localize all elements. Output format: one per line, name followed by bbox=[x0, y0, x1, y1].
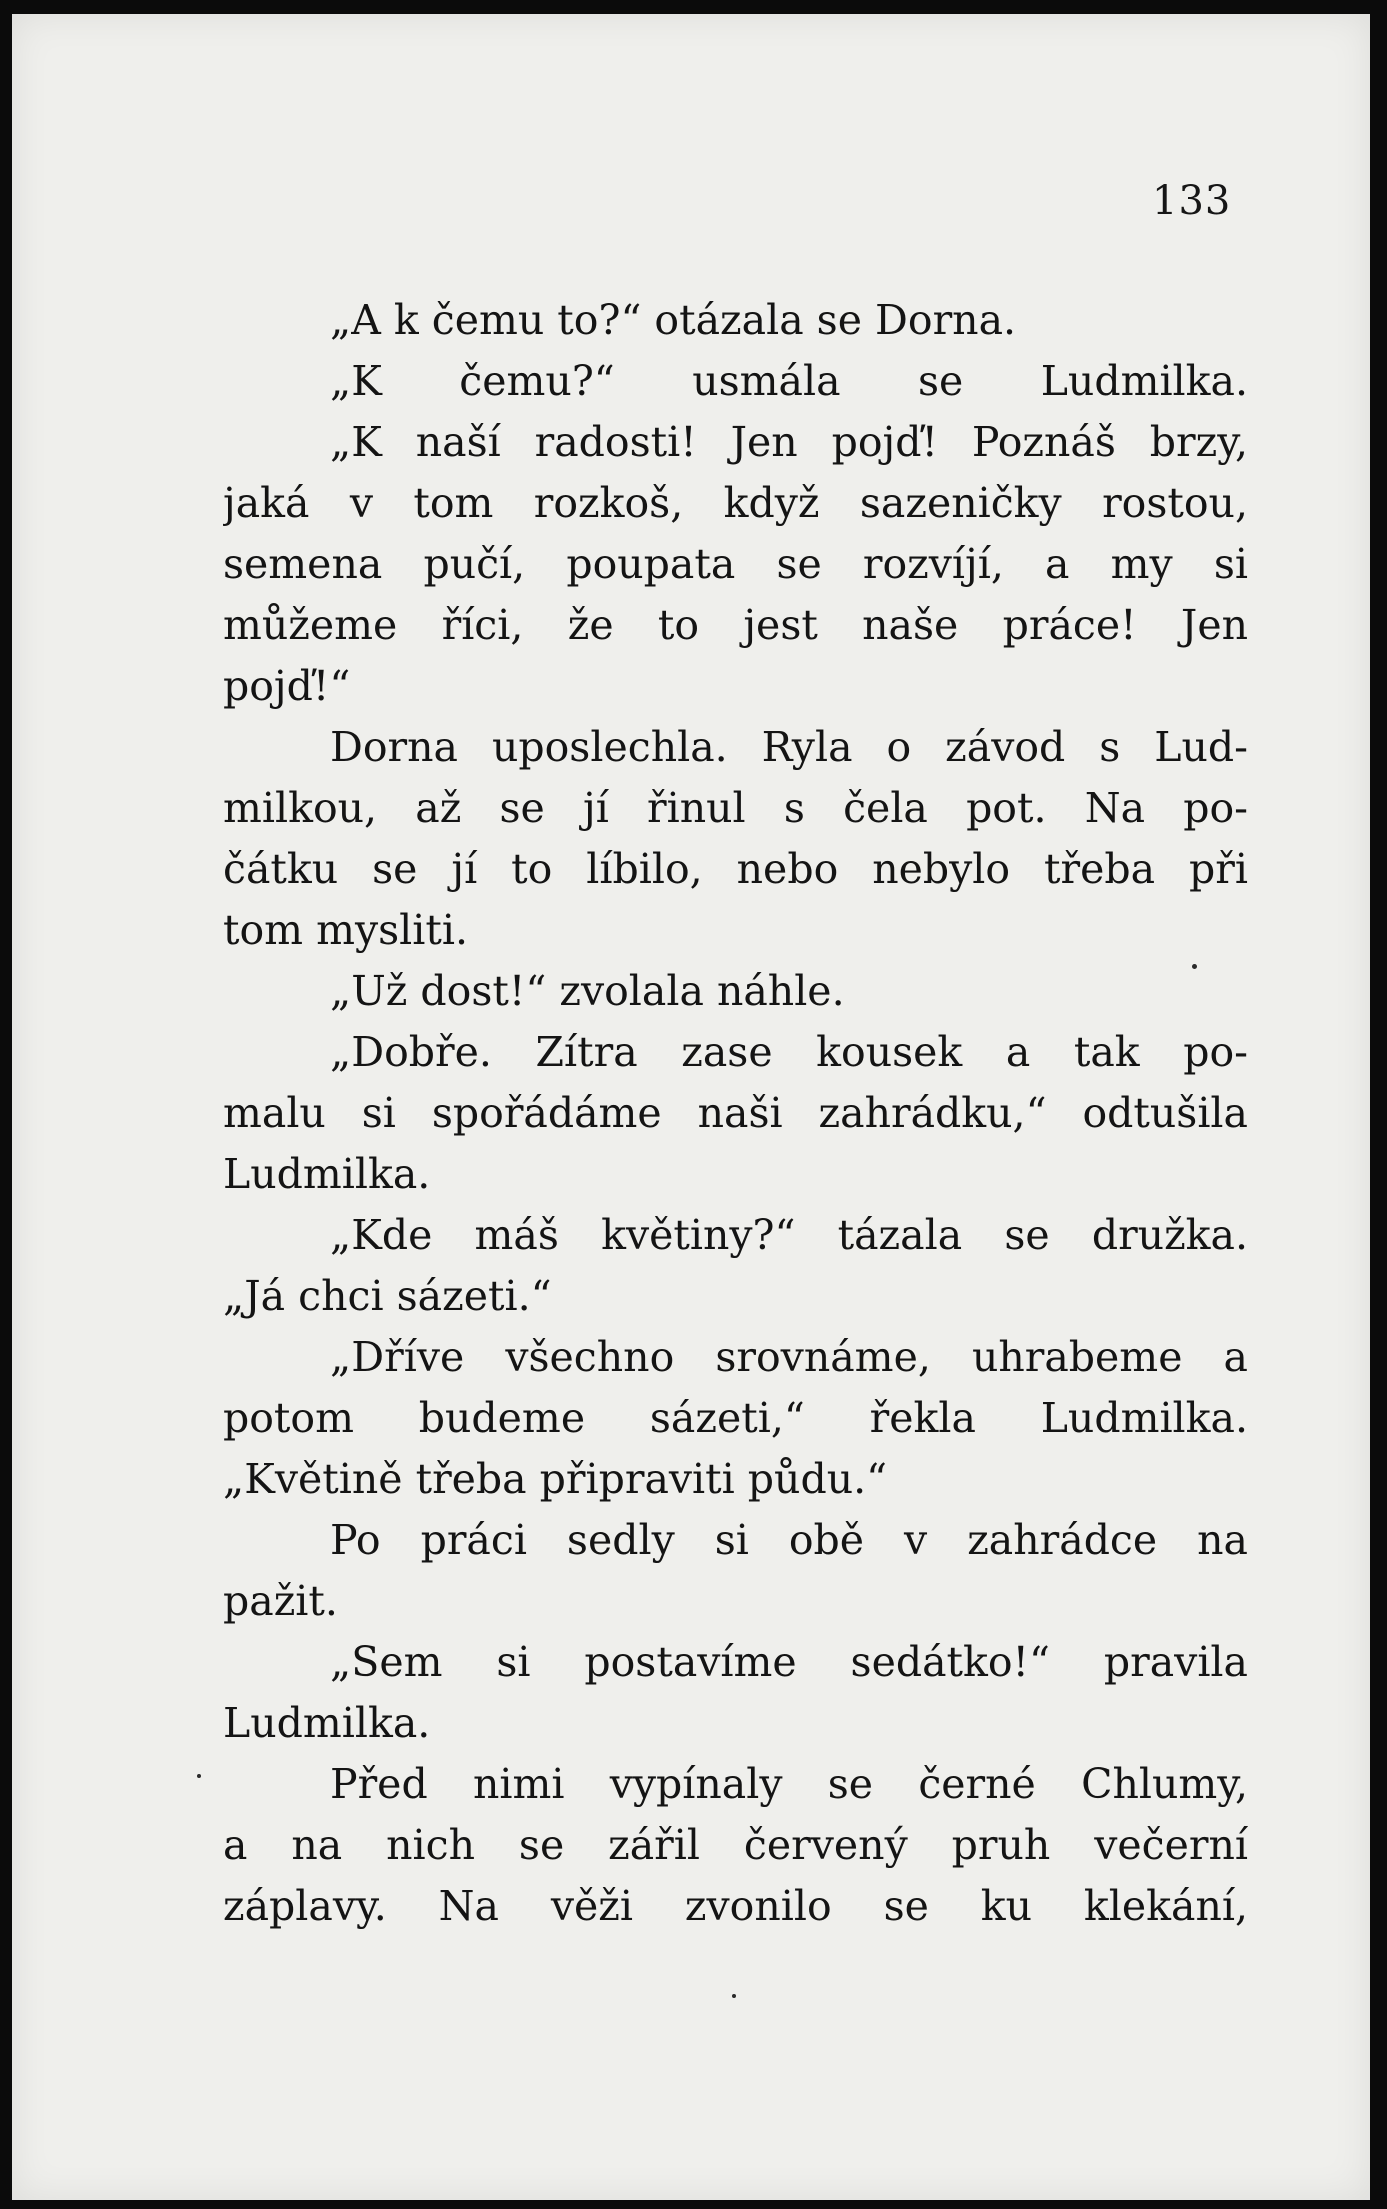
text-line: „Já chci sázeti.“ bbox=[223, 1272, 552, 1320]
text-line: „Dříve všechno srovnáme, uhrabeme a bbox=[330, 1333, 1248, 1381]
text-line: „Kde máš květiny?“ tázala se družka. bbox=[330, 1211, 1248, 1259]
text-line: potom budeme sázeti,“ řekla Ludmilka. bbox=[223, 1394, 1248, 1442]
book-page bbox=[12, 14, 1370, 2200]
text-line: tom mysliti. bbox=[223, 906, 468, 954]
text-line: „Květině třeba připraviti půdu.“ bbox=[223, 1455, 888, 1503]
text-line: milkou, až se jí řinul s čela pot. Na po- bbox=[223, 784, 1248, 832]
print-speck bbox=[1192, 964, 1197, 969]
text-line: jaká v tom rozkoš, když sazeničky rostou, bbox=[223, 479, 1248, 527]
print-speck bbox=[197, 1774, 201, 1778]
text-line: malu si spořádáme naši zahrádku,“ odtušila bbox=[223, 1089, 1248, 1137]
text-line: Před nimi vypínaly se černé Chlumy, bbox=[330, 1760, 1248, 1808]
text-line: „K naší radosti! Jen pojď! Poznáš brzy, bbox=[330, 418, 1248, 466]
page-number: 133 bbox=[1152, 178, 1232, 224]
text-line: záplavy. Na věži zvonilo se ku klekání, bbox=[223, 1882, 1248, 1930]
text-line: „Dobře. Zítra zase kousek a tak po- bbox=[330, 1028, 1248, 1076]
text-line: „Sem si postavíme sedátko!“ pravila bbox=[330, 1638, 1248, 1686]
text-line: „K čemu?“ usmála se Ludmilka. bbox=[330, 357, 1248, 405]
text-line: Ludmilka. bbox=[223, 1699, 431, 1747]
text-line: a na nich se zářil červený pruh večerní bbox=[223, 1821, 1248, 1869]
text-line: čátku se jí to líbilo, nebo nebylo třeba při bbox=[223, 845, 1248, 893]
text-line: „Už dost!“ zvolala náhle. bbox=[330, 967, 845, 1015]
text-line: pažit. bbox=[223, 1577, 338, 1625]
text-line: můžeme říci, že to jest naše práce! Jen bbox=[223, 601, 1248, 649]
text-line: semena pučí, poupata se rozvíjí, a my si bbox=[223, 540, 1248, 588]
text-line: Dorna uposlechla. Ryla o závod s Lud- bbox=[330, 723, 1248, 771]
text-line: „A k čemu to?“ otázala se Dorna. bbox=[330, 296, 1017, 344]
page-text bbox=[223, 290, 1248, 1937]
text-line: Ludmilka. bbox=[223, 1150, 431, 1198]
text-line: Po práci sedly si obě v zahrádce na bbox=[330, 1516, 1248, 1564]
text-line: pojď!“ bbox=[223, 662, 351, 710]
print-speck bbox=[732, 1994, 736, 1998]
